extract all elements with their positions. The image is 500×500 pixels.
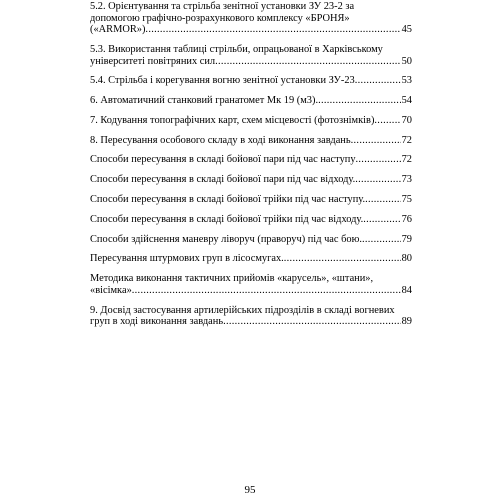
toc-entry-text-line: Способи пересування в складі бойової пари під час відходу. [90, 174, 356, 186]
toc-entry-text-line: Способи пересування в складі бойової трійки під час відходу. [90, 213, 364, 225]
toc-entry-text-line: Способи пересування в складі бойової трійки під час наступу. [90, 194, 366, 206]
dot-leader [223, 316, 401, 328]
toc-entry-text-line: 8. Пересування особового складу в ході виконання завдань [90, 134, 351, 146]
toc-entry-last-line [90, 253, 412, 265]
toc-entry-last-line [90, 285, 412, 297]
toc-entry-text-line: Способи пересування в складі бойової пари під час наступу [90, 154, 356, 166]
toc-entry-last-line [90, 174, 412, 186]
toc-page-number: 84 [401, 284, 412, 296]
dot-leader [365, 194, 401, 206]
toc-entry-last-line [90, 75, 412, 87]
toc-entry-text-line: Пересування штурмових груп в лісосмугах. [90, 253, 284, 265]
dot-leader [215, 56, 401, 68]
toc-entry-text-line: 5.4. Стрільба і корегування вогню зенітної установки ЗУ-23 [90, 75, 355, 87]
dot-leader [145, 24, 400, 36]
toc-entry-last-line [90, 194, 412, 206]
toc-entry [90, 44, 412, 67]
toc-entry-text-line: Методика виконання тактичних прийомів «карусель», «штани», [90, 273, 374, 285]
toc-entry [90, 273, 412, 296]
toc-entry [90, 1, 412, 36]
toc-entry [90, 194, 412, 206]
toc-entry [90, 174, 412, 186]
toc-entry [90, 75, 412, 87]
toc-page-number: 72 [401, 154, 412, 166]
page-number: 95 [244, 484, 256, 496]
toc-page-number: 73 [401, 174, 412, 186]
toc-entry-text-line: 6. Автоматичний станковий гранатомет Мк 19 (м3). [90, 95, 319, 107]
toc-entry-text-line: «вісімка» [90, 284, 132, 296]
toc-entry-text-line: допомогою графічно-розрахункового комплексу «БРОНЯ» [90, 12, 350, 24]
toc-entry [90, 154, 412, 166]
toc-entry-text-line: 9. Досвід застосування артилерійських підрозділів в складі вогневих [90, 304, 395, 316]
toc-entry [90, 214, 412, 226]
toc-entry-text-line: 5.2. Орієнтування та стрільба зенітної установки ЗУ 23-2 за [90, 1, 355, 12]
toc-page-number: 80 [401, 253, 412, 265]
toc-entry-last-line [90, 316, 412, 328]
toc-entry-last-line [90, 214, 412, 226]
toc-entry-text-line: Способи здійснення маневру ліворуч (праворуч) під час бою. [90, 233, 362, 245]
toc-entry-text-line: 7. Кодування топографічних карт, схем місцевості (фотознімків) [90, 114, 375, 126]
dot-leader [374, 115, 400, 127]
toc-entry-text-line: університеті повітряних сил [90, 55, 216, 67]
toc-entry [90, 135, 412, 147]
toc-entry [90, 234, 412, 246]
toc-page-number: 75 [401, 194, 412, 206]
toc-entry-last-line [90, 154, 412, 166]
dot-leader [362, 234, 401, 246]
dot-leader [132, 285, 401, 297]
dot-leader [318, 95, 401, 107]
toc-entry [90, 115, 412, 127]
toc-page-number: 45 [401, 24, 412, 36]
dot-leader [363, 214, 400, 226]
table-of-contents [90, 1, 412, 336]
toc-entry-text-line: 5.3. Використання таблиці стрільби, опрацьованої в Харківському [90, 43, 383, 55]
toc-entry-last-line [90, 115, 412, 127]
toc-entry [90, 253, 412, 265]
dot-leader [284, 253, 401, 265]
toc-page-number: 72 [401, 134, 412, 146]
toc-page-number: 76 [401, 213, 412, 225]
toc-page-number: 79 [401, 233, 412, 245]
toc-entry-text-line: груп в ході виконання завдань [90, 316, 224, 328]
toc-page-number: 50 [401, 55, 412, 67]
toc-page-number: 70 [401, 114, 412, 126]
toc-entry-last-line [90, 24, 412, 36]
dot-leader [355, 75, 401, 87]
toc-entry-last-line [90, 234, 412, 246]
dot-leader [351, 135, 401, 147]
toc-entry-last-line [90, 135, 412, 147]
toc-entry-last-line [90, 95, 412, 107]
dot-leader [356, 154, 401, 166]
toc-entry [90, 95, 412, 107]
toc-page-number: 54 [401, 95, 412, 107]
dot-leader [355, 174, 400, 186]
toc-entry-text-line: («ARMOR») [90, 24, 146, 36]
toc-entry [90, 305, 412, 328]
toc-page-number: 89 [401, 316, 412, 328]
toc-page-number: 53 [401, 75, 412, 87]
toc-entry-last-line [90, 56, 412, 68]
